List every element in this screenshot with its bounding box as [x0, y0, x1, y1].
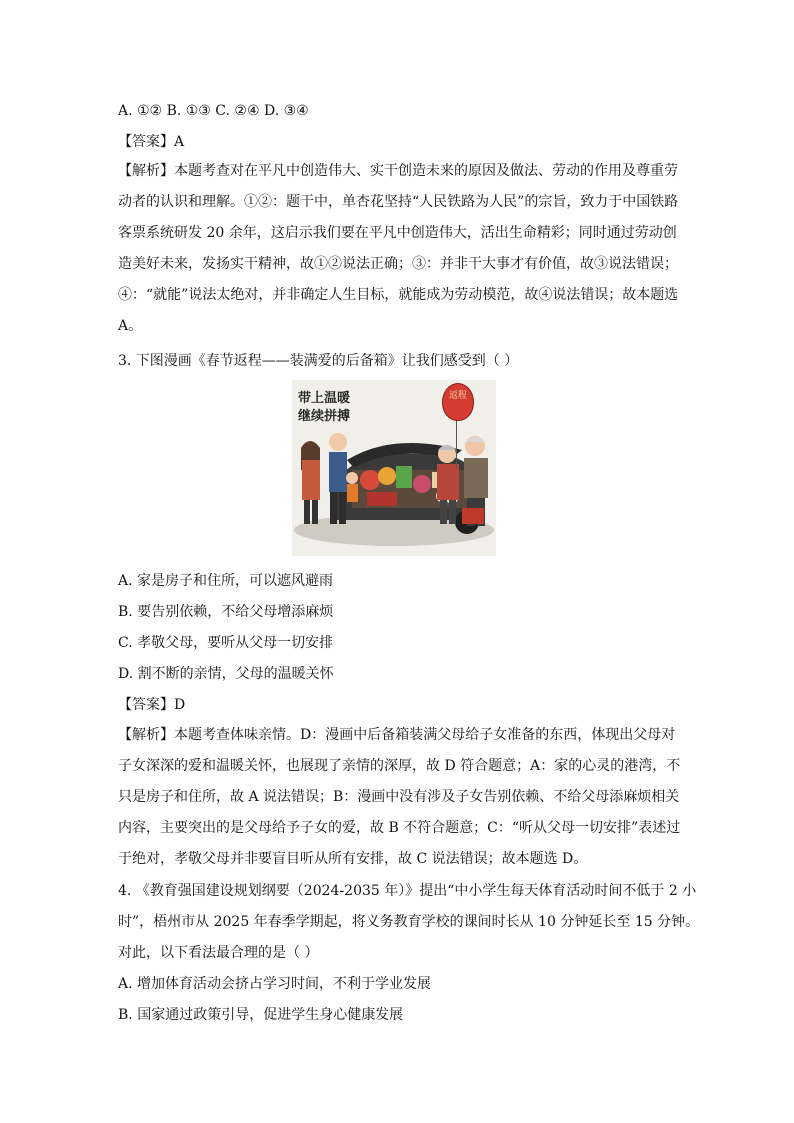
cartoon-image	[292, 380, 496, 556]
q4-stem-line: 对此，以下看法最合理的是（ ）	[118, 945, 319, 961]
q2-analysis	[118, 156, 678, 342]
q2-analysis-line: A。	[118, 318, 143, 334]
q2-analysis-line: 动者的认识和理解。①②：题干中，单杏花坚持“人民铁路为人民”的宗旨，致力于中国铁路	[118, 194, 679, 210]
balloon-string	[456, 420, 457, 468]
balloon-label: 返程	[448, 391, 467, 401]
q3-analysis-line: 【解析】本题考查体味亲情。D：漫画中后备箱装满父母给子女准备的东西，体现出父母对	[118, 727, 676, 743]
q2-analysis-line: 造美好未来，发扬实干精神，故①②说法正确；③：并非干大事才有价值，故③说法错误；	[118, 256, 678, 272]
q2-analysis-line: ④：“就能”说法太绝对，并非确定人生目标，就能成为劳动模范，故④说法错误；故本题选	[118, 287, 679, 303]
cartoon-caption	[298, 390, 350, 426]
q2-answer: 【答案】A	[118, 134, 185, 150]
q3-analysis-line: 子女深深的爱和温暖关怀，也展现了亲情的深厚，故 D 符合题意；A：家的心灵的港湾，不	[118, 758, 681, 774]
q3-option-d: D. 割不断的亲情，父母的温暖关怀	[118, 666, 334, 682]
q3-analysis-line: 只是房子和住所，故 A 说法错误；B：漫画中没有涉及子女告别依赖、不给父母添麻烦相关	[118, 789, 680, 805]
q3-analysis-line: 于绝对，孝敬父母并非要盲目听从所有安排，故 C 说法错误；故本题选 D。	[118, 851, 588, 867]
q4-stem-line: 4. 《教育强国建设规划纲要（2024-2035 年）》提出“中小学生每天体育活动时间不低于 2 小	[118, 883, 697, 899]
q4-option-b: B. 国家通过政策引导，促进学生身心健康发展	[118, 1007, 404, 1023]
q3-option-a: A. 家是房子和住所，可以遮风避雨	[118, 573, 334, 589]
q2-analysis-line: 【解析】本题考查对在平凡中创造伟大、实干创造未来的原因及做法、劳动的作用及尊重劳	[118, 163, 678, 179]
q3-option-c: C. 孝敬父母，要听从父母一切安排	[118, 635, 334, 651]
q3-option-b: B. 要告别依赖，不给父母增添麻烦	[118, 604, 334, 620]
q3-answer: 【答案】D	[118, 697, 186, 713]
cartoon-caption-line: 带上温暖	[298, 391, 351, 406]
balloon-icon	[442, 383, 474, 421]
q3-analysis-line: 内容，主要突出的是父母给予子女的爱，故 B 不符合题意；C：“听从父母一切安排”表述过	[118, 820, 681, 836]
q4-option-a: A. 增加体育活动会挤占学习时间，不利于学业发展	[118, 976, 432, 992]
q4-stem	[118, 876, 700, 969]
q2-analysis-line: 客票系统研发 20 余年，这启示我们要在平凡中创造伟大，活出生命精彩；同时通过劳动创	[118, 225, 677, 241]
q3-stem: 3. 下图漫画《春节返程——装满爱的后备箱》让我们感受到（ ）	[118, 353, 519, 369]
q4-stem-line: 时”，梧州市从 2025 年春季学期起，将义务教育学校的课间时长从 10 分钟延长至 15 分钟。	[118, 914, 700, 930]
cartoon-caption-line: 继续拼搏	[298, 409, 351, 424]
q3-analysis	[118, 720, 681, 875]
q2-options: A. ①② B. ①③ C. ②④ D. ③④	[118, 103, 309, 119]
